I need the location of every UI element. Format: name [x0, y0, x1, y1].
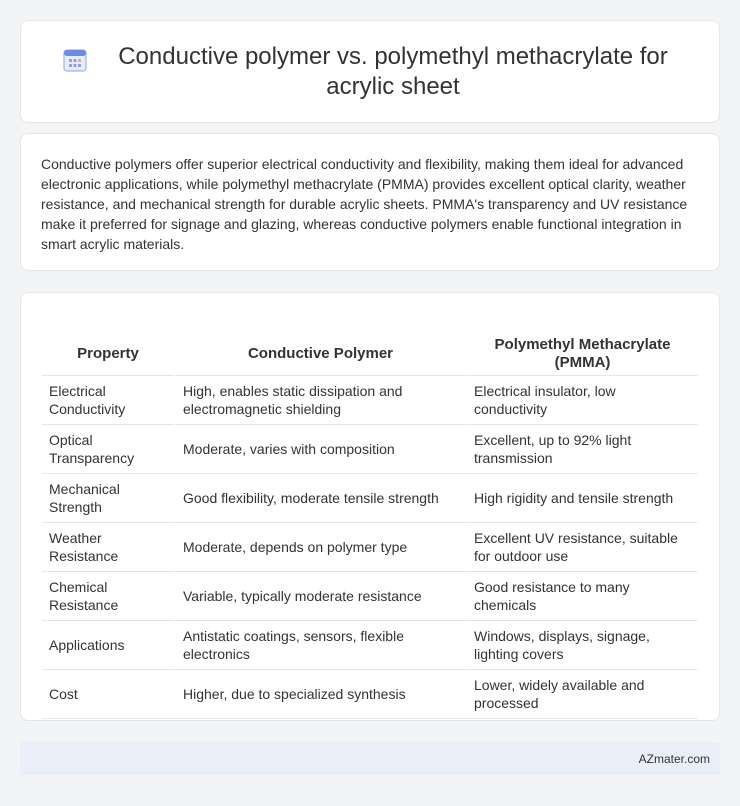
conductive-polymer-cell: High, enables static dissipation and electromagnetic shielding [174, 376, 465, 425]
conductive-polymer-cell: Higher, due to specialized synthesis [174, 670, 465, 719]
table-row [42, 670, 698, 719]
title-wrap [61, 42, 679, 102]
property-cell: Weather Resistance [42, 523, 174, 572]
page-title: Conductive polymer vs. polymethyl methacrylate for acrylic sheet [118, 42, 668, 100]
pmma-cell: Excellent, up to 92% light transmission [465, 425, 698, 474]
conductive-polymer-cell: Variable, typically moderate resistance [174, 572, 465, 621]
comparison-table-card [20, 292, 720, 721]
footer-bar [20, 742, 720, 775]
property-cell: Electrical Conductivity [42, 376, 174, 425]
summary-card [20, 133, 720, 271]
pmma-cell: Good resistance to many chemicals [465, 572, 698, 621]
property-cell: Applications [42, 621, 174, 670]
pmma-cell: High rigidity and tensile strength [465, 474, 698, 523]
column-header-pmma: Polymethyl Methacrylate (PMMA) [465, 313, 698, 376]
property-cell: Chemical Resistance [42, 572, 174, 621]
summary-text: Conductive polymers offer superior electrical conductivity and flexibility, making them ideal for advanced electronic applications, while polymethyl methacrylate (PMMA) provides excellent optical clarity, weather resistance, and mechanical strength for durable acrylic sheets. PMMA's transparency and UV resistance make it preferred for signage and glazing, whereas conductive polymers enable functional integration in smart acrylic materials. [41, 156, 688, 252]
comparison-table [42, 313, 698, 719]
calendar-icon [61, 46, 89, 74]
table-row [42, 523, 698, 572]
table-header-row [42, 313, 698, 376]
pmma-cell: Lower, widely available and processed [465, 670, 698, 719]
column-header-property: Property [42, 313, 174, 376]
conductive-polymer-cell: Good flexibility, moderate tensile strength [174, 474, 465, 523]
pmma-cell: Excellent UV resistance, suitable for outdoor use [465, 523, 698, 572]
conductive-polymer-cell: Moderate, varies with composition [174, 425, 465, 474]
table-row [42, 572, 698, 621]
property-cell: Mechanical Strength [42, 474, 174, 523]
title-card [20, 20, 720, 123]
conductive-polymer-cell: Moderate, depends on polymer type [174, 523, 465, 572]
column-header-conductive-polymer: Conductive Polymer [174, 313, 465, 376]
conductive-polymer-cell: Antistatic coatings, sensors, flexible electronics [174, 621, 465, 670]
pmma-cell: Windows, displays, signage, lighting covers [465, 621, 698, 670]
pmma-cell: Electrical insulator, low conductivity [465, 376, 698, 425]
property-cell: Cost [42, 670, 174, 719]
table-row [42, 376, 698, 425]
property-cell: Optical Transparency [42, 425, 174, 474]
table-row [42, 425, 698, 474]
table-row [42, 474, 698, 523]
table-row [42, 621, 698, 670]
footer-brand: AZmater.com [638, 751, 710, 766]
